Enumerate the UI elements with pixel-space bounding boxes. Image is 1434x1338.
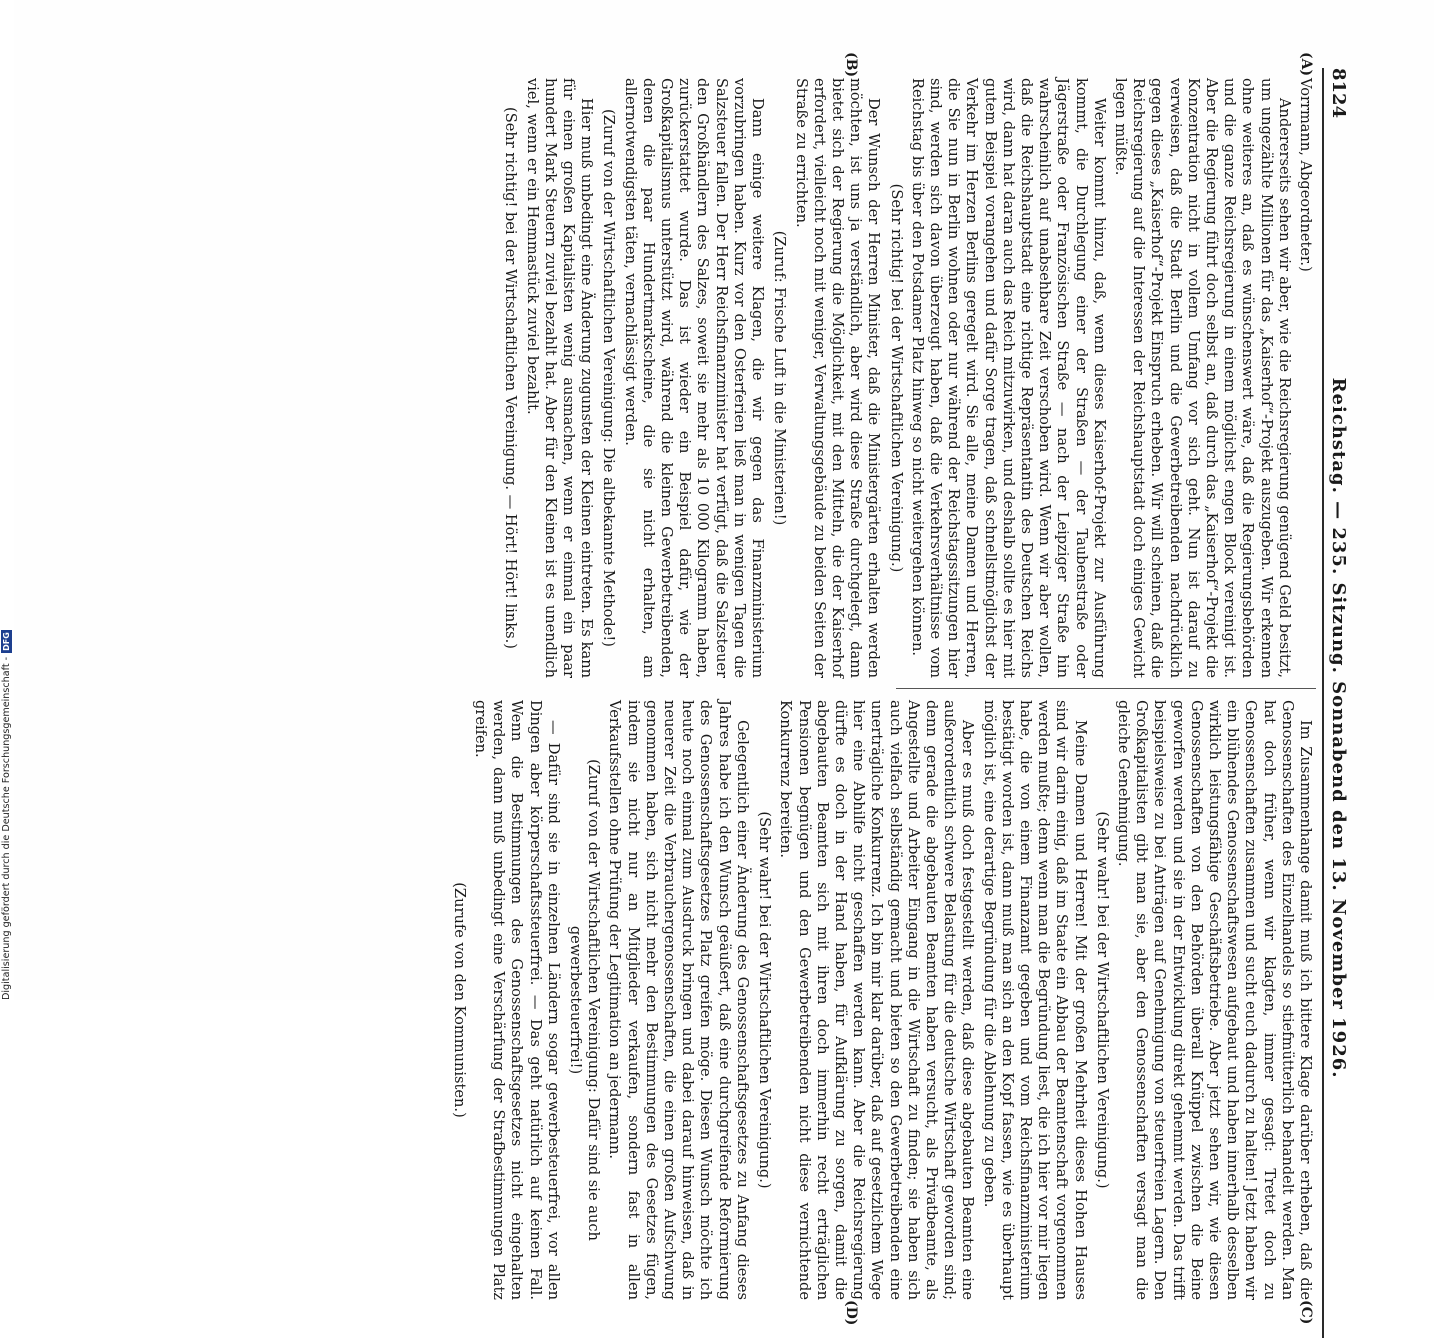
- interjection: (Sehr wahr! bei der Wirtschaftlichen Vereinigung.): [1093, 811, 1111, 1189]
- paragraph: Andererseits sehen wir aber, wie die Reichsregierung genügend Geld besitzt, um ungezählte Millionen für das „Kaiserhof“-Projekt auszugeben. Wir erkennen ohne weiteres an, daß es wünschenswert wäre, daß die Regierungsbehörden und die ganze Reichsregierung in einem möglichst engen Block vereinigt ist. Aber die Regierung führt doch selbst an, daß durch das „Kaiserhof“-Projekt die Konzentration nicht in vollem Umfang vor sich geht. Nun ist darauf zu verweisen, daß die Stadt Berlin und die Gewerbetreibenden nachdrücklich gegen dieses „Kaiserhof“-Projekt Einspruch erheben. Wir will scheinen, daß die Reichsregierung auf die Interessen der Reichshauptstadt doch einiges Gewicht legen müßte.: [1111, 78, 1293, 678]
- column-divider: [896, 688, 1316, 689]
- paragraph: Meine Damen und Herren! Mit der großen Mehrheit dieses Hohen Hauses sind wir darin einig, daß im Staate ein Abbau der Beamtenschaft vorgenommen werden mußte; denn wenn man die Begründung liest, die ich hier vor mir liegen habe, die von einem Finanzamt gegeben und vom Reichsfinanzministerium bestätigt worden ist, dann muß man sich an den Kopf fassen, wie es überhaupt möglich ist, eine derartige Begründung für die Ablehnung zu geben.: [980, 700, 1089, 1300]
- paragraph: Hier muß unbedingt eine Änderung zugunsten der Kleinen eintreten. Es kann für einen großen Kapitalisten wenig ausmachen, wenn er einmal ein paar hundert Mark Steuern zuviel bezahlt hat. Aber für den Kleinen ist es unendlich viel, wenn er ein Hemmastück zuviel bezahlt.: [523, 78, 596, 678]
- paragraph: Weiter kommt hinzu, daß, wenn dieses Kaiserhof-Projekt zur Ausführung kommt, die Durchlegung einer der Straßen — der Taubenstraße oder Jägerstraße oder Französischen Straße — nach der Leipziger Straße hin wahrscheinlich auf unabsehbare Zeit verschoben wird. Wenn wir aber wollen, daß die Reichshauptstadt eine richtige Repräsentantin des Deutschen Reichs wird, dann hat daran auch das Reich mitzuwirken, und deshalb sollte es hier mit gutem Beispiel vorangehen und dafür Sorge tragen, daß schnellstmöglichst der Verkehr im Herzen Berlins geregelt wird. Sie alle, meine Damen und Herren, die Sie nun in Berlin wohnen oder nur während der Reichstagssitzungen hier sind, werden sich davon überzeugt haben, daß die Verkehrsverhältnisse vom Reichstag bis über den Potsdamer Platz hinweg so nicht weitergehen können.: [908, 78, 1108, 678]
- margin-marker-a: (A): [1298, 52, 1314, 77]
- interjection: (Zuruf von der Wirtschaftlichen Vereinigung: Dafür sind sie auch gewerbesteuerfrei!): [567, 759, 603, 1241]
- page-title: Reichstag. — 235. Sitzung. Sonnabend den 13. November 1926.: [1328, 377, 1349, 1079]
- paragraph: Gelegentlich einer Änderung des Genossenschaftsgesetzes zu Anfang dieses Jahres habe ich den Wunsch geäußert, daß eine durchgreifende Reformierung des Genossenschaftsgesetzes Platz greifen möge. Diesen Wunsch möchte ich heute noch einmal zum Ausdruck bringen und dabei darauf hinweisen, daß in neuerer Zeit die Verbrauchergenossenschaften, die einen großen Aufschwung genommen haben, sich nicht mehr den Bestimmungen des Gesetzes fügen, indem sie nicht nur an Mitglieder verkaufen, sondern fast in allen Verkaufsstellen ohne Prüfung der Legitimation an jedermann.: [606, 700, 751, 1300]
- interjection: (Zuruf: Frische Luft in die Ministerien!): [771, 230, 789, 526]
- paragraph: Dann einige weitere Klagen, die wir gegen das Finanzministerium vorzubringen haben. Kurz vor den Osterferien ließ man in wenigen Tagen die Salzsteuer fallen. Der Herr Reichsfinanzminister hat verfügt, daß die Salzsteuer den Großhändlern des Salzes, soweit sie mehr als 10 000 Kilogramm haben, zurückerstattet wurde. Das ist wieder ein Beispiel dafür, wie der Großkapitalismus unterstützt wird, während die kleinen Gewerbetreibenden, denen die paar Hundertmarkscheine, die sie nicht erhalten, am allernotwendigsten täten, vernachlässigt werden.: [621, 78, 767, 678]
- right-column: [446, 700, 1314, 1300]
- speaker-line: Vorrmann, Abgeordneter.): [1297, 78, 1314, 272]
- paragraph: Im Zusammenhange damit muß ich bittere Klage darüber erheben, daß die Genossenschaften des Einzelhandels so stiefmütterlich behandelt werden. Man hat doch früher, wenn wir klagten, immer gesagt: Tretet doch zu Genossenschaften zusammen und sucht euch dadurch zu halten! Jetzt haben wir ein blühendes Genossenschaftswesen aufgebaut und haben innerhalb desselben wirklich leistungsfähige Geschäftsbetriebe. Aber jetzt sehen wir, wie diesen Genossenschaften von den Behörden überall Knüppel zwischen die Beine geworfen werden und sie in der Entwicklung direkt gehemmt werden. Das trifft beispielsweise zu bei Anträgen auf Genehmigung von steuerfreien Lagern. Den Großkapitalisten gibt man sie, aber den Genossenschaften versagt man die gleiche Genehmigung.: [1114, 700, 1314, 1300]
- left-column: [497, 78, 1314, 678]
- page-number: 8124: [1328, 68, 1349, 119]
- paragraph: Aber es muß doch festgestellt werden, daß diese abgebauten Beamten eine außerordentlich schwere Belastung für die deutsche Wirtschaft geworden sind; denn gerade die abgebauten Beamten haben versucht, als Privatbeamte, als Angestellte und Arbeiter Eingang in die Wirtschaft zu finden; sie haben sich auch vielfach selbständig gemacht und bieten so den Gewerbetreibenden eine unerträgliche Konkurrenz. Ich bin mir klar darüber, daß auf gesetzlichem Wege hier eine Abhilfe nicht geschaffen werden kann. Aber die Reichsregierung dürfte es doch in der Hand haben, für Aufklärung zu sorgen, damit die abgebauten Beamten sich mit ihren doch immerhin recht erträglichen Pensionen begnügen und den Gewerbetreibenden nicht diese vernichtende Konkurrenz bereiten.: [777, 700, 977, 1300]
- interjection: (Zuruf von der Wirtschaftlichen Vereinigung: Die altbekannte Methode!): [600, 109, 618, 647]
- interjection: (Sehr wahr! bei der Wirtschaftlichen Vereinigung.): [756, 811, 774, 1189]
- interjection: (Sehr richtig! bei der Wirtschaftlichen Vereinigung. — Hört! Hört! links.): [502, 107, 520, 649]
- interjection: (Sehr richtig! bei der Wirtschaftlichen Vereinigung.): [887, 183, 905, 573]
- page-header: [1322, 68, 1356, 1338]
- margin-marker-b: (B): [843, 52, 859, 78]
- margin-marker-c: (C): [1298, 1300, 1314, 1325]
- paragraph: Der Wunsch der Herren Minister, daß die Ministergärten erhalten werden möchten, ist uns ja verständlich, aber wird diese Straße durchgelegt, dann bietet sich der Regierung die Möglichkeit, mit den Mitteln, die der Kaiserhof erfordert, vielleicht noch mit weniger, Verwaltungsgebäude zu beiden Seiten der Straße zu errichten.: [792, 78, 883, 678]
- interjection: (Zurufe von den Kommunisten.): [450, 882, 468, 1118]
- paragraph: — Dafür sind sie in einzelnen Ländern sogar gewerbesteuerfrei, vor allen Dingen aber körperschaftssteuerfrei. — Das geht natürlich auf keinen Fall. Wenn die Bestimmungen des Genossenschaftsgesetzes nicht eingehalten werden, dann muß unbedingt eine Verschärfung der Strafbestimmungen Platz greifen.: [472, 700, 562, 1300]
- dfg-logo: DFG: [1, 632, 11, 651]
- digitization-note: Digitalisierung gefördert durch die Deutsche Forschungsgemeinschaft -: [1, 656, 12, 1000]
- margin-marker-d: (D): [843, 1300, 859, 1326]
